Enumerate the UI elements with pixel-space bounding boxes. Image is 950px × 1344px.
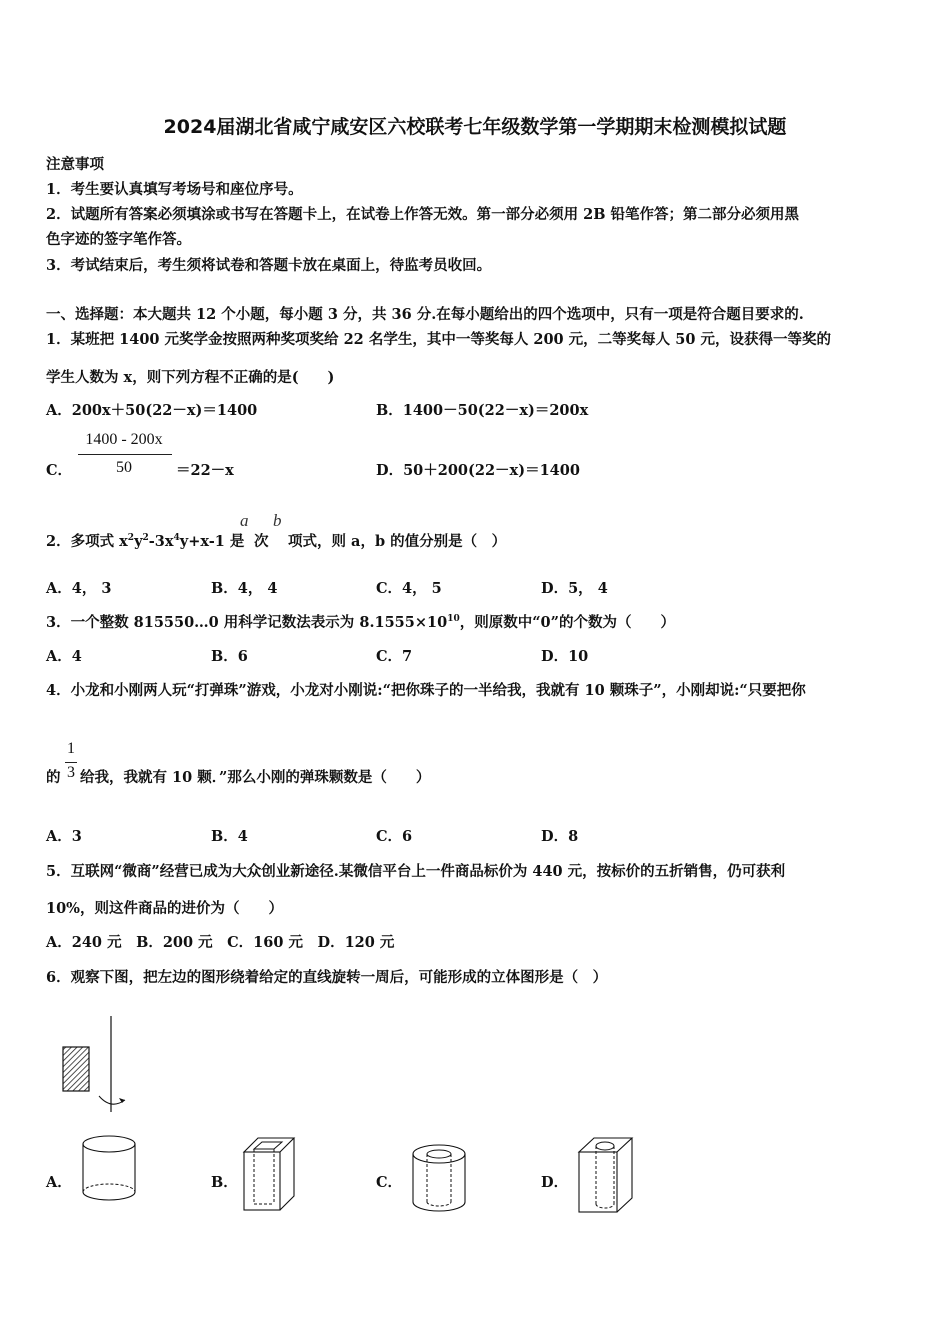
option-b: B．6 bbox=[211, 648, 248, 665]
notice-item: 色字迹的签字笔作答。 bbox=[46, 231, 191, 248]
notice-item: 3．考试结束后，考生须将试卷和答题卡放在桌面上，待监考员收回。 bbox=[46, 257, 492, 274]
question-1-line: 学生人数为 x，则下列方程不正确的是( ) bbox=[46, 369, 335, 386]
fraction-bar bbox=[78, 454, 172, 455]
option-d: D．8 bbox=[541, 828, 579, 845]
option-d: D．50＋200(22－x)＝1400 bbox=[376, 462, 580, 479]
option-a: A． bbox=[46, 1174, 72, 1191]
question-4-line: 4．小龙和小刚两人玩“打弹珠”游戏，小龙对小刚说:“把你珠子的一半给我，我就有 10 颗珠子”，小刚却说:“只要把你 bbox=[46, 682, 806, 699]
hollow-box-figure bbox=[238, 1134, 298, 1216]
rotation-figure bbox=[55, 1012, 145, 1118]
option-c: C．7 bbox=[376, 648, 413, 665]
hollow-cylinder-figure bbox=[408, 1140, 472, 1216]
question-5-line: 10%，则这件商品的进价为（ ） bbox=[46, 900, 283, 917]
page-title: 2024届湖北省咸宁咸安区六校联考七年级数学第一学期期末检测模拟试题 bbox=[163, 116, 787, 138]
question-4-post: 给我，我就有 10 颗．”那么小刚的弹珠颗数是（ ） bbox=[80, 769, 431, 786]
fraction-denominator: 50 bbox=[116, 459, 132, 476]
option-d: D． bbox=[541, 1174, 569, 1191]
cylinder-figure bbox=[78, 1132, 140, 1206]
question-5-line: 5．互联网“微商”经营已成为大众创业新途径.某微信平台上一件商品标价为 440 元，按标价的五折销售，仍可获利 bbox=[46, 863, 786, 880]
variable-a: a bbox=[240, 511, 249, 530]
notice-item: 1．考生要认真填写考场号和座位序号。 bbox=[46, 181, 303, 198]
question-2-ci: 次 bbox=[254, 533, 269, 550]
question-3-line: 3．一个整数 815550…0 用科学记数法表示为 $8.1555\times 10^{10}$，则原数中“0”的个数为（ ） bbox=[46, 614, 675, 631]
option-a: A．4， 3 bbox=[46, 580, 112, 597]
question-1-line: 1．某班把 1400 元奖学金按照两种奖项奖给 22 名学生，其中一等奖每人 200 元，二等奖每人 50 元，设获得一等奖的 bbox=[46, 331, 831, 348]
option-a: A．4 bbox=[46, 648, 82, 665]
option-d: D．10 bbox=[541, 648, 589, 665]
option-c: C． bbox=[376, 1174, 403, 1191]
option-d: D．5， 4 bbox=[541, 580, 608, 597]
option-c-rest: ＝22－x bbox=[176, 462, 234, 479]
option-a: A．200x＋50(22－x)＝1400 bbox=[46, 402, 258, 419]
fraction-numerator: 1 bbox=[67, 740, 75, 757]
fraction-numerator: 1400 - 200x bbox=[85, 431, 163, 448]
question-4-pre: 的 bbox=[46, 769, 61, 786]
option-a: A．3 bbox=[46, 828, 82, 845]
question-2-line: 2．多项式 $x^2y^2-3x^4y+x-1$ 是 bbox=[46, 533, 245, 550]
option-c: C． bbox=[46, 462, 73, 479]
question-2-post: 项式，则 a，b 的值分别是（ ） bbox=[288, 533, 507, 550]
option-b: B．4 bbox=[211, 828, 248, 845]
fraction-bar bbox=[65, 762, 77, 763]
option-c: C．6 bbox=[376, 828, 413, 845]
question-5-options: A．240 元 B．200 元 C．160 元 D．120 元 bbox=[46, 934, 395, 951]
fraction-denominator: 3 bbox=[67, 764, 75, 781]
option-b: B． bbox=[211, 1174, 238, 1191]
option-c: C．4， 5 bbox=[376, 580, 442, 597]
notice-item: 2．试题所有答案必须填涂或书写在答题卡上，在试卷上作答无效。第一部分必须用 2B 铅笔作答；第二部分必须用黑 bbox=[46, 206, 800, 223]
notice-heading: 注意事项 bbox=[46, 156, 104, 173]
box-cylinder-hole-figure bbox=[574, 1134, 638, 1218]
option-b: B．1400－50(22－x)＝200x bbox=[376, 402, 589, 419]
option-b: B．4， 4 bbox=[211, 580, 278, 597]
question-6-line: 6．观察下图，把左边的图形绕着给定的直线旋转一周后，可能形成的立体图形是（ ） bbox=[46, 969, 608, 986]
variable-b: b bbox=[273, 511, 282, 530]
hatched-rectangle bbox=[63, 1047, 89, 1091]
section-heading: 一、选择题：本大题共 12 个小题，每小题 3 分，共 36 分.在每小题给出的四个选项中，只有一项是符合题目要求的. bbox=[46, 306, 804, 323]
